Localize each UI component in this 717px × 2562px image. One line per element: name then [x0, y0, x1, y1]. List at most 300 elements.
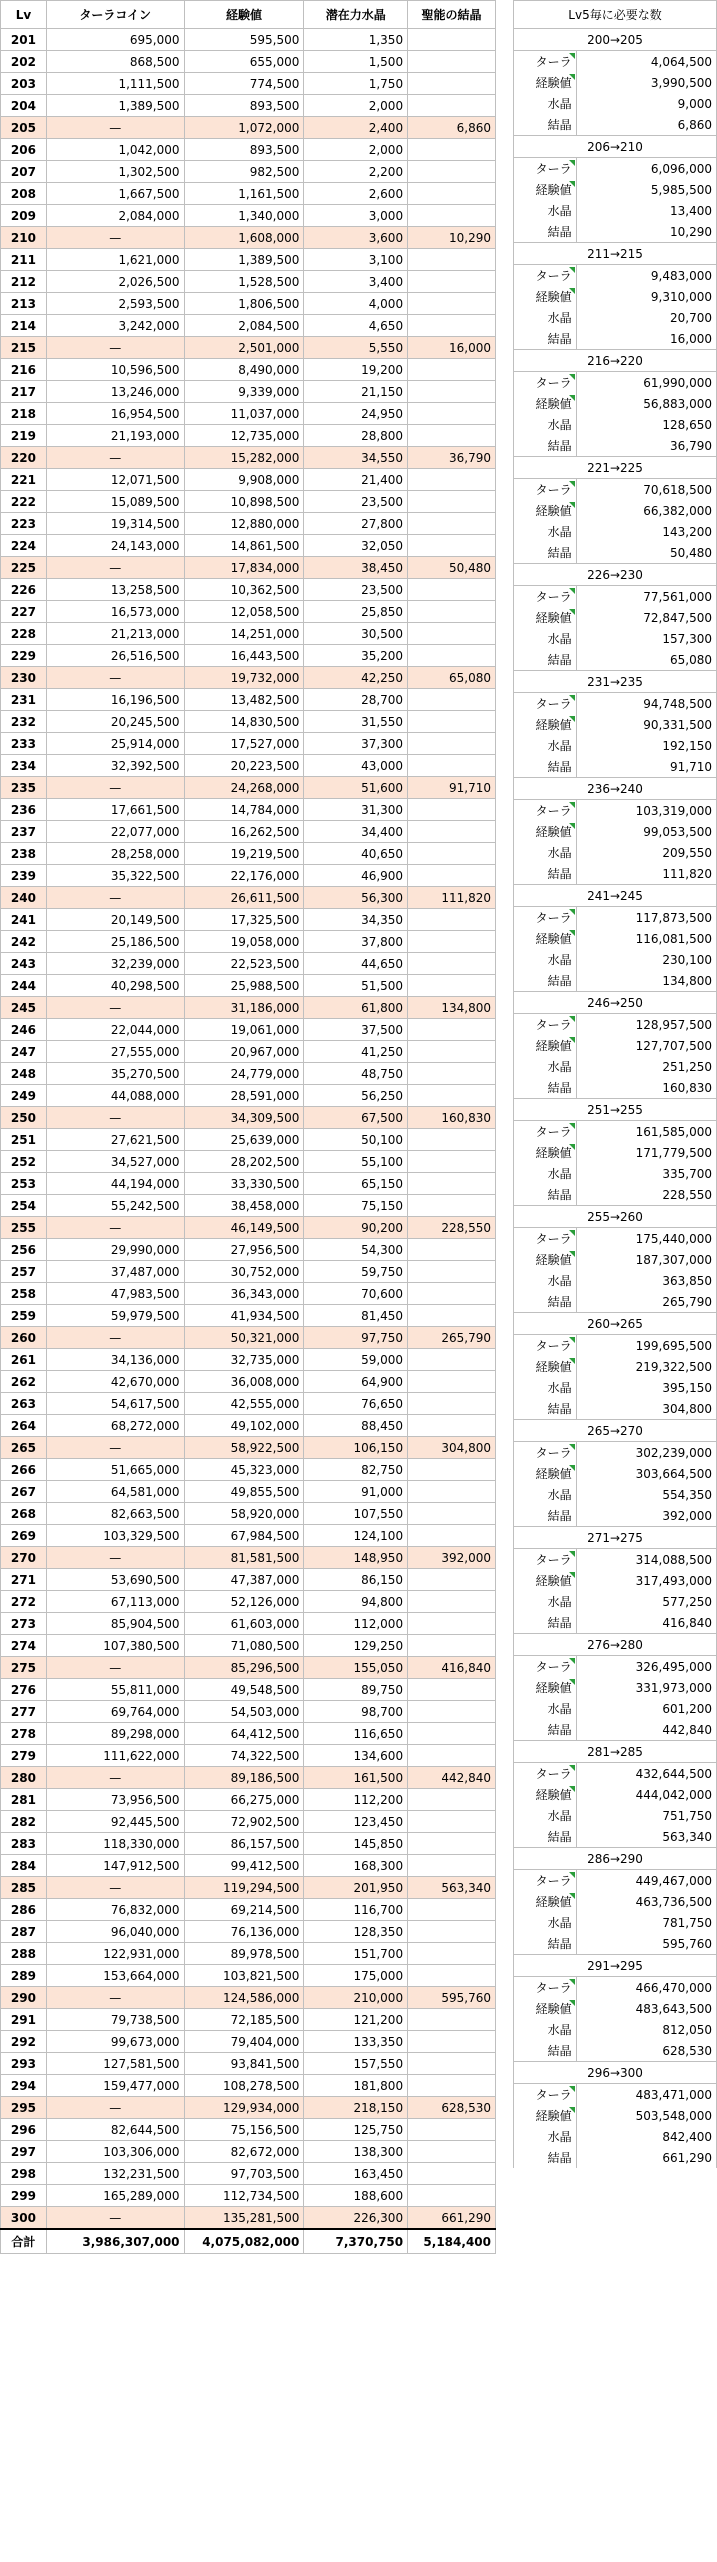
cell-stone	[408, 1371, 496, 1393]
cell-exp: 14,861,500	[184, 535, 304, 557]
summary-value-crystal: 842,400	[576, 2126, 716, 2147]
cell-stone	[408, 95, 496, 117]
cell-stone: 160,830	[408, 1107, 496, 1129]
cell-exp: 81,581,500	[184, 1547, 304, 1569]
cell-stone: 91,710	[408, 777, 496, 799]
table-row	[1, 1327, 496, 1349]
cell-lv: 253	[1, 1173, 47, 1195]
cell-exp: 982,500	[184, 161, 304, 183]
table-row	[1, 2163, 496, 2185]
cell-crystal: 210,000	[304, 1987, 408, 2009]
cell-crystal: 181,800	[304, 2075, 408, 2097]
summary-value-stone: 628,530	[576, 2040, 716, 2062]
cell-crystal: 56,300	[304, 887, 408, 909]
comment-flag-icon	[569, 1572, 575, 1578]
cell-stone	[408, 1811, 496, 1833]
summary-label-stone	[514, 2040, 577, 2062]
cell-lv: 258	[1, 1283, 47, 1305]
table-row	[1, 777, 496, 799]
cell-lv: 299	[1, 2185, 47, 2207]
summary-row	[514, 1933, 717, 1955]
cell-lv: 282	[1, 1811, 47, 1833]
range-row	[514, 671, 717, 693]
table-row	[1, 2141, 496, 2163]
range-row	[514, 29, 717, 51]
cell-stone	[408, 843, 496, 865]
cell-crystal: 138,300	[304, 2141, 408, 2163]
summary-row	[514, 1826, 717, 1848]
range-label: 271→275	[514, 1527, 717, 1549]
cell-stone	[408, 1063, 496, 1085]
label-text: 経験値	[535, 1253, 572, 1267]
cell-lv: 212	[1, 271, 47, 293]
cell-stone	[408, 1789, 496, 1811]
summary-row	[514, 586, 717, 608]
cell-crystal: 94,800	[304, 1591, 408, 1613]
cell-crystal: 56,250	[304, 1085, 408, 1107]
cell-crystal: 42,250	[304, 667, 408, 689]
range-label: 226→230	[514, 564, 717, 586]
table-row	[1, 249, 496, 271]
summary-row	[514, 800, 717, 822]
summary-label-exp	[514, 393, 577, 414]
cell-crystal: 25,850	[304, 601, 408, 623]
label-text: 結晶	[547, 1295, 572, 1309]
cell-crystal: 38,450	[304, 557, 408, 579]
cell-coin: 79,738,500	[46, 2009, 184, 2031]
summary-label-coin	[514, 1228, 577, 1250]
label-text: 結晶	[547, 225, 572, 239]
summary-label-crystal	[514, 93, 577, 114]
summary-label-coin	[514, 1442, 577, 1464]
table-row	[1, 1723, 496, 1745]
cell-exp: 93,841,500	[184, 2053, 304, 2075]
comment-flag-icon	[569, 2000, 575, 2006]
cell-crystal: 37,500	[304, 1019, 408, 1041]
cell-exp: 119,294,500	[184, 1877, 304, 1899]
table-row	[1, 205, 496, 227]
table-row	[1, 535, 496, 557]
cell-exp: 64,412,500	[184, 1723, 304, 1745]
summary-value-crystal: 751,750	[576, 1805, 716, 1826]
label-text: 水晶	[547, 1916, 572, 1930]
cell-coin: 64,581,000	[46, 1481, 184, 1503]
table-row	[1, 843, 496, 865]
range-label: 255→260	[514, 1206, 717, 1228]
label-text: 水晶	[547, 97, 572, 111]
comment-flag-icon	[569, 288, 575, 294]
cell-lv: 261	[1, 1349, 47, 1371]
table-row	[1, 1129, 496, 1151]
cell-stone	[408, 491, 496, 513]
cell-stone: 392,000	[408, 1547, 496, 1569]
summary-value-crystal: 554,350	[576, 1484, 716, 1505]
summary-label-coin	[514, 1014, 577, 1036]
cell-exp: 19,058,000	[184, 931, 304, 953]
cell-coin: —	[46, 1217, 184, 1239]
cell-crystal: 34,550	[304, 447, 408, 469]
cell-crystal: 24,950	[304, 403, 408, 425]
cell-stone	[408, 1855, 496, 1877]
cell-exp: 1,528,500	[184, 271, 304, 293]
cell-stone	[408, 1569, 496, 1591]
label-text: 経験値	[535, 718, 572, 732]
cell-lv: 260	[1, 1327, 47, 1349]
summary-value-coin: 117,873,500	[576, 907, 716, 929]
table-row	[1, 1283, 496, 1305]
cell-lv: 213	[1, 293, 47, 315]
label-text: ターラ	[535, 269, 572, 283]
range-label: 286→290	[514, 1848, 717, 1870]
comment-flag-icon	[569, 1551, 575, 1557]
cell-coin: —	[46, 777, 184, 799]
cell-coin: 22,077,000	[46, 821, 184, 843]
cell-coin: —	[46, 887, 184, 909]
summary-label-stone	[514, 1933, 577, 1955]
cell-crystal: 41,250	[304, 1041, 408, 1063]
cell-crystal: 31,300	[304, 799, 408, 821]
table-row	[1, 1525, 496, 1547]
table-row	[1, 1855, 496, 1877]
cell-exp: 49,102,000	[184, 1415, 304, 1437]
cell-coin: 22,044,000	[46, 1019, 184, 1041]
table-row	[1, 1635, 496, 1657]
cell-crystal: 23,500	[304, 579, 408, 601]
header-lv: Lv	[1, 1, 47, 29]
cell-crystal: 1,350	[304, 29, 408, 51]
range-label: 236→240	[514, 778, 717, 800]
summary-row	[514, 1591, 717, 1612]
side-header-row	[514, 1, 717, 29]
cell-lv: 202	[1, 51, 47, 73]
cell-crystal: 5,550	[304, 337, 408, 359]
cell-lv: 279	[1, 1745, 47, 1767]
cell-lv: 245	[1, 997, 47, 1019]
summary-label-crystal	[514, 949, 577, 970]
table-row	[1, 997, 496, 1019]
summary-value-coin: 302,239,000	[576, 1442, 716, 1464]
summary-value-exp: 483,643,500	[576, 1998, 716, 2019]
cell-coin: —	[46, 2097, 184, 2119]
cell-stone	[408, 513, 496, 535]
cell-exp: 41,934,500	[184, 1305, 304, 1327]
cell-lv: 241	[1, 909, 47, 931]
label-text: ターラ	[535, 697, 572, 711]
summary-row	[514, 1977, 717, 1999]
cell-stone	[408, 1701, 496, 1723]
cell-exp: 36,343,000	[184, 1283, 304, 1305]
total-label: 合計	[1, 2229, 47, 2254]
comment-flag-icon	[569, 267, 575, 273]
cell-exp: 36,008,000	[184, 1371, 304, 1393]
cell-stone	[408, 1833, 496, 1855]
label-text: ターラ	[535, 1660, 572, 1674]
table-row	[1, 2119, 496, 2141]
cell-coin: —	[46, 1987, 184, 2009]
cell-exp: 72,902,500	[184, 1811, 304, 1833]
cell-lv: 208	[1, 183, 47, 205]
cell-coin: 159,477,000	[46, 2075, 184, 2097]
summary-value-stone: 392,000	[576, 1505, 716, 1527]
cell-crystal: 61,800	[304, 997, 408, 1019]
cell-stone: 134,800	[408, 997, 496, 1019]
summary-value-coin: 432,644,500	[576, 1763, 716, 1785]
cell-stone	[408, 1459, 496, 1481]
range-label: 211→215	[514, 243, 717, 265]
comment-flag-icon	[569, 1893, 575, 1899]
summary-value-stone: 442,840	[576, 1719, 716, 1741]
cell-coin: 54,617,500	[46, 1393, 184, 1415]
summary-value-crystal: 20,700	[576, 307, 716, 328]
cell-stone	[408, 1503, 496, 1525]
cell-coin: 21,193,000	[46, 425, 184, 447]
cell-exp: 11,037,000	[184, 403, 304, 425]
cell-stone	[408, 2141, 496, 2163]
range-label: 291→295	[514, 1955, 717, 1977]
cell-lv: 235	[1, 777, 47, 799]
comment-flag-icon	[569, 160, 575, 166]
cell-stone	[408, 1305, 496, 1327]
cell-exp: 49,855,500	[184, 1481, 304, 1503]
cell-exp: 82,672,000	[184, 2141, 304, 2163]
cell-exp: 26,611,500	[184, 887, 304, 909]
summary-label-stone	[514, 542, 577, 564]
cell-stone	[408, 865, 496, 887]
label-text: ターラ	[535, 1125, 572, 1139]
label-text: 結晶	[547, 1402, 572, 1416]
cell-coin: 67,113,000	[46, 1591, 184, 1613]
cell-exp: 86,157,500	[184, 1833, 304, 1855]
label-text: 水晶	[547, 1488, 572, 1502]
cell-exp: 22,523,500	[184, 953, 304, 975]
cell-lv: 214	[1, 315, 47, 337]
cell-lv: 201	[1, 29, 47, 51]
summary-value-exp: 9,310,000	[576, 286, 716, 307]
cell-crystal: 50,100	[304, 1129, 408, 1151]
table-row	[1, 887, 496, 909]
cell-coin: 20,245,500	[46, 711, 184, 733]
summary-row	[514, 1335, 717, 1357]
summary-row	[514, 51, 717, 73]
summary-label-exp	[514, 714, 577, 735]
cell-exp: 14,830,500	[184, 711, 304, 733]
cell-exp: 20,223,500	[184, 755, 304, 777]
summary-value-exp: 171,779,500	[576, 1142, 716, 1163]
cell-coin: 13,246,000	[46, 381, 184, 403]
cell-lv: 242	[1, 931, 47, 953]
cell-crystal: 163,450	[304, 2163, 408, 2185]
summary-row	[514, 93, 717, 114]
label-text: 経験値	[535, 76, 572, 90]
summary-row	[514, 265, 717, 287]
comment-flag-icon	[569, 181, 575, 187]
table-row	[1, 381, 496, 403]
cell-exp: 72,185,500	[184, 2009, 304, 2031]
cell-lv: 224	[1, 535, 47, 557]
table-row	[1, 1745, 496, 1767]
summary-value-exp: 5,985,500	[576, 179, 716, 200]
summary-value-coin: 449,467,000	[576, 1870, 716, 1892]
summary-value-exp: 127,707,500	[576, 1035, 716, 1056]
cell-lv: 209	[1, 205, 47, 227]
cell-stone	[408, 403, 496, 425]
cell-lv: 232	[1, 711, 47, 733]
summary-value-stone: 160,830	[576, 1077, 716, 1099]
label-text: 結晶	[547, 2044, 572, 2058]
label-text: 水晶	[547, 1060, 572, 1074]
summary-value-crystal: 13,400	[576, 200, 716, 221]
label-text: ターラ	[535, 1446, 572, 1460]
cell-stone	[408, 469, 496, 491]
table-row	[1, 1811, 496, 1833]
summary-row	[514, 2126, 717, 2147]
cell-lv: 251	[1, 1129, 47, 1151]
summary-label-stone	[514, 1077, 577, 1099]
summary-value-coin: 6,096,000	[576, 158, 716, 180]
cell-stone	[408, 29, 496, 51]
table-row	[1, 1085, 496, 1107]
table-row	[1, 1965, 496, 1987]
cell-coin: —	[46, 557, 184, 579]
range-row	[514, 885, 717, 907]
cell-crystal: 116,700	[304, 1899, 408, 1921]
table-row	[1, 425, 496, 447]
summary-label-crystal	[514, 1270, 577, 1291]
cell-stone	[408, 315, 496, 337]
summary-label-exp	[514, 1035, 577, 1056]
cell-crystal: 148,950	[304, 1547, 408, 1569]
table-row	[1, 1679, 496, 1701]
cell-exp: 71,080,500	[184, 1635, 304, 1657]
cell-exp: 1,608,000	[184, 227, 304, 249]
cell-stone	[408, 931, 496, 953]
cell-lv: 206	[1, 139, 47, 161]
cell-coin: 12,071,500	[46, 469, 184, 491]
cell-coin: 55,811,000	[46, 1679, 184, 1701]
range-label: 216→220	[514, 350, 717, 372]
cell-stone	[408, 2119, 496, 2141]
cell-coin: 147,912,500	[46, 1855, 184, 1877]
label-text: 結晶	[547, 1509, 572, 1523]
summary-label-crystal	[514, 735, 577, 756]
side-title: Lv5毎に必要な数	[514, 1, 717, 29]
cell-crystal: 116,650	[304, 1723, 408, 1745]
cell-exp: 135,281,500	[184, 2207, 304, 2230]
cell-exp: 19,061,000	[184, 1019, 304, 1041]
cell-coin: —	[46, 1107, 184, 1129]
cell-crystal: 106,150	[304, 1437, 408, 1459]
cell-stone	[408, 1415, 496, 1437]
summary-row	[514, 542, 717, 564]
header-coin: ターラコイン	[46, 1, 184, 29]
cell-stone	[408, 359, 496, 381]
label-text: ターラ	[535, 1767, 572, 1781]
summary-row	[514, 1549, 717, 1571]
cell-coin: 99,673,000	[46, 2031, 184, 2053]
label-text: 経験値	[535, 611, 572, 625]
cell-crystal: 27,800	[304, 513, 408, 535]
cell-lv: 264	[1, 1415, 47, 1437]
cell-exp: 74,322,500	[184, 1745, 304, 1767]
table-row	[1, 469, 496, 491]
cell-crystal: 2,000	[304, 95, 408, 117]
cell-lv: 207	[1, 161, 47, 183]
cell-lv: 237	[1, 821, 47, 843]
summary-value-stone: 65,080	[576, 649, 716, 671]
cell-lv: 231	[1, 689, 47, 711]
label-text: ターラ	[535, 590, 572, 604]
cell-coin: 59,979,500	[46, 1305, 184, 1327]
summary-row	[514, 821, 717, 842]
cell-crystal: 21,150	[304, 381, 408, 403]
table-row	[1, 1547, 496, 1569]
table-row	[1, 1701, 496, 1723]
cell-exp: 129,934,000	[184, 2097, 304, 2119]
label-text: 結晶	[547, 1188, 572, 1202]
range-row	[514, 457, 717, 479]
table-row	[1, 51, 496, 73]
summary-row	[514, 1784, 717, 1805]
range-row	[514, 778, 717, 800]
cell-lv: 275	[1, 1657, 47, 1679]
cell-crystal: 65,150	[304, 1173, 408, 1195]
cell-coin: 42,670,000	[46, 1371, 184, 1393]
cell-coin: 76,832,000	[46, 1899, 184, 1921]
summary-label-stone	[514, 863, 577, 885]
cell-coin: 13,258,500	[46, 579, 184, 601]
cell-exp: 67,984,500	[184, 1525, 304, 1547]
label-text: 水晶	[547, 739, 572, 753]
cell-stone: 628,530	[408, 2097, 496, 2119]
cell-lv: 276	[1, 1679, 47, 1701]
cell-exp: 33,330,500	[184, 1173, 304, 1195]
summary-label-exp	[514, 179, 577, 200]
cell-lv: 283	[1, 1833, 47, 1855]
cell-exp: 99,412,500	[184, 1855, 304, 1877]
cell-coin: 17,661,500	[46, 799, 184, 821]
cell-coin: 3,242,000	[46, 315, 184, 337]
cell-exp: 12,880,000	[184, 513, 304, 535]
cell-lv: 262	[1, 1371, 47, 1393]
cell-lv: 256	[1, 1239, 47, 1261]
cell-exp: 69,214,500	[184, 1899, 304, 1921]
range-label: 276→280	[514, 1634, 717, 1656]
summary-row	[514, 1677, 717, 1698]
comment-flag-icon	[569, 1679, 575, 1685]
table-row	[1, 2031, 496, 2053]
summary-label-stone	[514, 970, 577, 992]
summary-row	[514, 1698, 717, 1719]
summary-value-stone: 36,790	[576, 435, 716, 457]
summary-label-stone	[514, 1505, 577, 1527]
table-row	[1, 161, 496, 183]
cell-stone: 595,760	[408, 1987, 496, 2009]
summary-row	[514, 1505, 717, 1527]
cell-crystal: 32,050	[304, 535, 408, 557]
cell-coin: 68,272,000	[46, 1415, 184, 1437]
cell-stone	[408, 1899, 496, 1921]
summary-label-exp	[514, 928, 577, 949]
cell-coin: 103,329,500	[46, 1525, 184, 1547]
cell-crystal: 89,750	[304, 1679, 408, 1701]
cell-stone	[408, 2163, 496, 2185]
label-text: 経験値	[535, 290, 572, 304]
cell-exp: 10,898,500	[184, 491, 304, 513]
cell-stone	[408, 1261, 496, 1283]
summary-value-stone: 661,290	[576, 2147, 716, 2168]
cell-stone	[408, 183, 496, 205]
range-label: 296→300	[514, 2062, 717, 2084]
